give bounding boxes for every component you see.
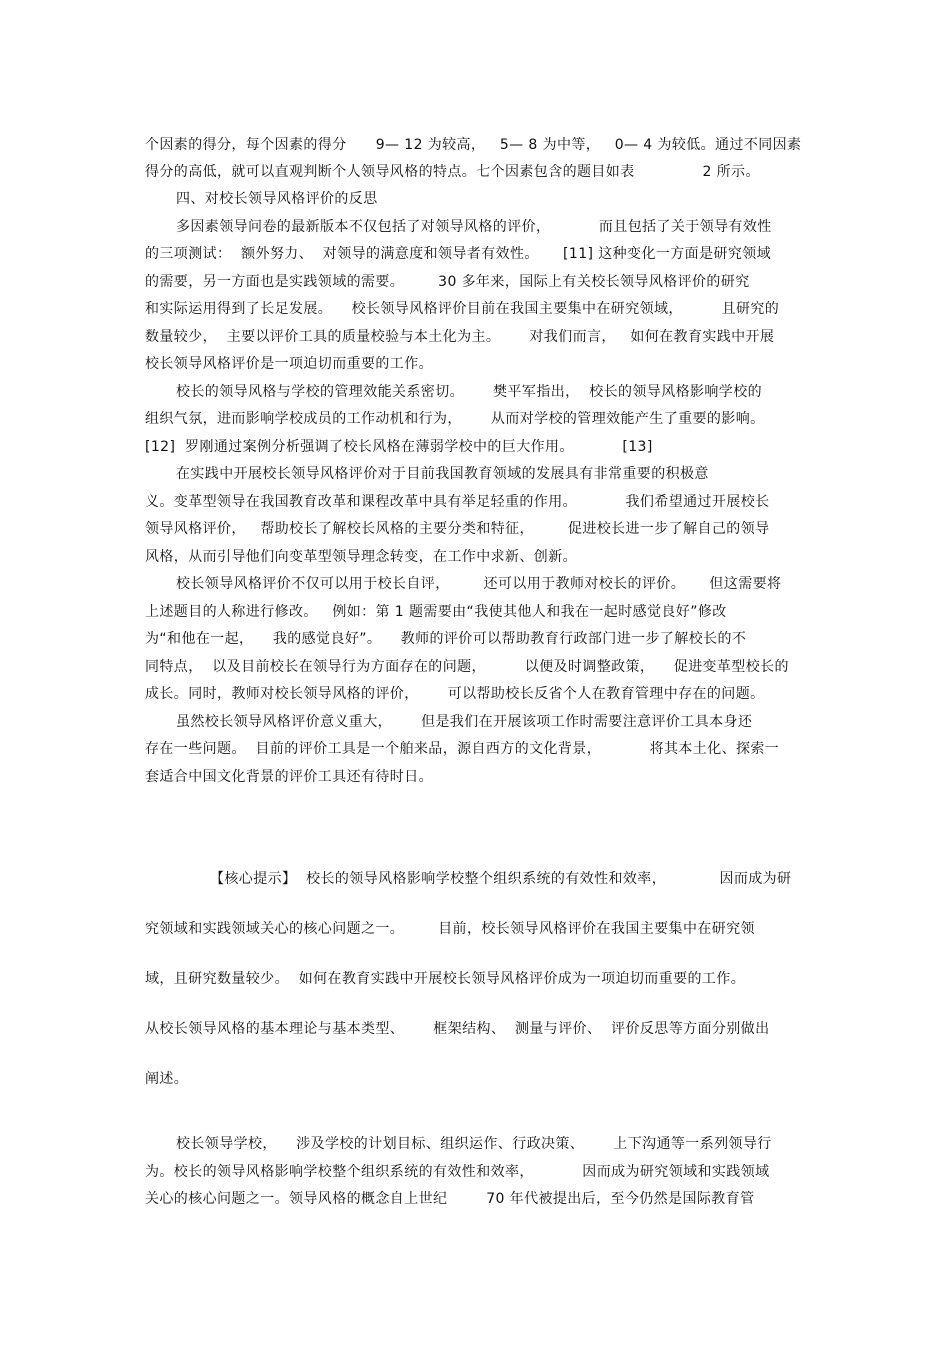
text-line: 在实践中开展校长领导风格评价对于目前我国教育领域的发展具有非常重要的积极意: [176, 466, 709, 482]
text-line: 风格，从而引导他们向变革型领导理念转变，在工作中求新、创新。: [145, 549, 577, 565]
text-line: 成长。同时，教师对校长领导风格的评价， 可以帮助校长反省个人在教育管理中存在的问题。: [145, 686, 765, 702]
text-line: 四、对校长领导风格评价的反思: [176, 191, 378, 207]
text-line: 为“和他在一起， 我的感觉良好”。 教师的评价可以帮助教育行政部门进一步了解校长的不: [145, 631, 747, 647]
text-line: 和实际运用得到了长足发展。 校长领导风格评价目前在我国主要集中在研究领域， 且研究的: [145, 301, 780, 317]
text-line: 个因素的得分，每个因素的得分 9— 12 为较高， 5— 8 为中等， 0— 4 为较低。通过不同因素: [145, 137, 802, 153]
text-line: 从校长领导风格的基本理论与基本类型、 框架结构、 测量与评价、 评价反思等方面分别做出: [145, 1021, 770, 1037]
text-line: 义。变革型领导在我国教育改革和课程改革中具有举足轻重的作用。 我们希望通过开展校长: [145, 494, 770, 510]
text-line: 校长领导学校， 涉及学校的计划目标、组织运作、行政决策、 上下沟通等一系列领导行: [176, 1136, 772, 1152]
text-line: 多因素领导问卷的最新版本不仅包括了对领导风格的评价， 而且包括了关于领导有效性: [176, 219, 772, 235]
text-line: 领导风格评价， 帮助校长了解校长风格的主要分类和特征， 促进校长进一步了解自己的领导: [145, 521, 770, 537]
text-line: 的三项测试： 额外努力、 对领导的满意度和领导者有效性。 [11] 这种变化一方面是研究领域: [145, 246, 772, 262]
text-line: 究领域和实践领域关心的核心问题之一。 目前，校长领导风格评价在我国主要集中在研究领: [145, 921, 755, 937]
text-line: 校长的领导风格与学校的管理效能关系密切。 樊平军指出， 校长的领导风格影响学校的: [176, 384, 762, 400]
text-line: 阐述。: [145, 1071, 189, 1087]
text-line: 上述题目的人称进行修改。 例如：第 1 题需要由“我使其他人和我在一起时感觉良好”修改: [145, 604, 727, 620]
text-line: 得分的高低，就可以直观判断个人领导风格的特点。七个因素包含的题目如表 2 所示。: [145, 164, 760, 180]
text-line: 的需要，另一方面也是实践领域的需要。 30 多年来，国际上有关校长领导风格评价的研究: [145, 274, 750, 290]
text-line: 存在一些问题。 目前的评价工具是一个舶来品，源自西方的文化背景， 将其本土化、探索一: [145, 741, 780, 757]
text-line: [12] 罗刚通过案例分析强调了校长风格在薄弱学校中的巨大作用。 [13]: [145, 439, 653, 455]
text-line: 校长领导风格评价不仅可以用于校长自评， 还可以用于教师对校长的评价。 但这需要将: [176, 576, 782, 592]
text-line: 域，且研究数量较少。 如何在教育实践中开展校长领导风格评价成为一项迫切而重要的工作。: [145, 971, 746, 987]
text-line: 校长领导风格评价是一项迫切而重要的工作。: [145, 356, 433, 372]
text-line: 为。校长的领导风格影响学校整个组织系统的有效性和效率， 因而成为研究领域和实践领域: [145, 1164, 770, 1180]
text-line: 虽然校长领导风格评价意义重大， 但是我们在开展该项工作时需要注意评价工具本身还: [176, 714, 753, 730]
text-line: 关心的核心问题之一。领导风格的概念自上世纪 70 年代被提出后，至今仍然是国际教育管: [145, 1191, 755, 1207]
text-line: 同特点， 以及目前校长在领导行为方面存在的问题， 以便及时调整政策， 促进变革型校长的: [145, 659, 789, 675]
text-line: 套适合中国文化背景的评价工具还有待时日。: [145, 769, 433, 785]
text-line: 【核心提示】 校长的领导风格影响学校整个组织系统的有效性和效率， 因而成为研: [210, 871, 792, 887]
text-line: 组织气氛，进而影响学校成员的工作动机和行为， 从而对学校的管理效能产生了重要的影响。: [145, 411, 765, 427]
text-line: 数量较少， 主要以评价工具的质量校验与本土化为主。 对我们而言， 如何在教育实践中开展: [145, 329, 775, 345]
